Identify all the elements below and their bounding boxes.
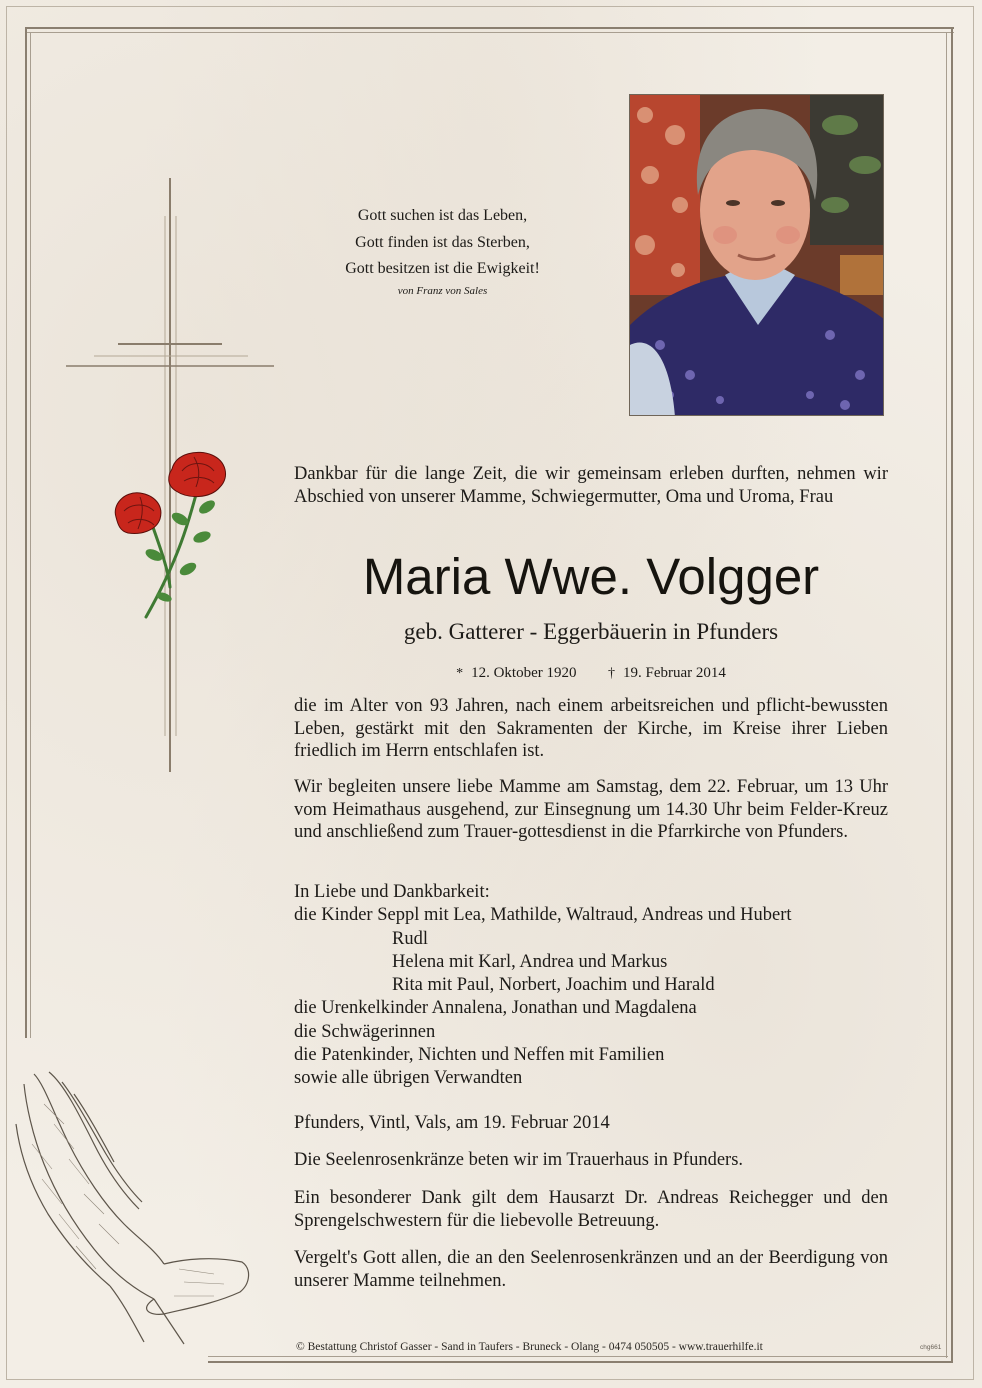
frame-line-bottom-inner [208,1356,948,1357]
mourners-other: die Urenkelkinder Annalena, Jonathan und Magdalena [294,998,697,1019]
frame-line-top-inner [25,32,954,33]
frame-line-right-inner [946,32,947,1358]
mourners-other: sowie alle übrigen Verwandten [294,1068,523,1089]
frame-line-left-inner [30,32,31,1038]
bible-quote [300,203,585,299]
life-dates [294,663,888,684]
paragraph-funeral: Wir begleiten unsere liebe Mamme am Samstag, dem 22. Februar, um 13 Uhr vom Heimathaus ausgehend, zur Einsegnung um 14.30 Uhr beim Felder-Kreuz und anschließend zum Trauer-gottesdienst in die Pfarrkirche von Pfunders. [294,777,888,842]
frame-line-left [25,27,27,1038]
mourners-list [294,881,888,1091]
place-date: Pfunders, Vintl, Vals, am 19. Februar 2014 [294,1113,610,1133]
mourners-child: Rudl [392,928,428,949]
portrait-photo [629,94,884,416]
mourners-other: die Schwägerinnen [294,1021,436,1042]
mourners-other: die Patenkinder, Nichten und Neffen mit Familien [294,1045,665,1066]
mourners-child: Rita mit Paul, Norbert, Joachim und Harald [392,975,715,996]
roses-icon [110,447,235,622]
birth-date: 12. Oktober 1920 [471,665,577,681]
death-symbol: † [608,666,615,681]
footer-code: chg661 [920,1344,942,1351]
mourners-heading: In Liebe und Dankbarkeit: [294,882,490,902]
death-date: 19. Februar 2014 [623,665,726,681]
praying-hands-icon [14,1064,254,1346]
quote-author: von Franz von Sales [397,284,488,297]
frame-line-top [25,27,954,29]
rosary-note: Die Seelenrosenkränze beten wir im Trauerhaus in Pfunders. [294,1150,744,1170]
frame-line-right [951,27,953,1363]
deceased-subtitle: geb. Gatterer - Eggerbäuerin in Pfunders [403,619,779,644]
thanks-note: Ein besonderer Dank gilt dem Hausarzt Dr. Andreas Reichegger und den Sprengelschwestern für die liebevolle Betreuung. [294,1188,888,1231]
mourners-child: Helena mit Karl, Andrea und Markus [392,951,668,972]
quote-line: Gott finden ist das Sterben, [355,233,530,251]
deceased-name: Maria Wwe. Volgger [362,548,820,605]
closing-note: Vergelt's Gott allen, die an den Seelenrosenkränzen und an der Beerdigung von unserer Mamme teilnehmen. [294,1248,888,1291]
mourners-children: die Kinder Seppl mit Lea, Mathilde, Waltraud, Andreas und Hubert [294,905,792,926]
quote-line: Gott besitzen ist die Ewigkeit! [345,260,540,277]
birth-symbol: * [456,666,464,681]
quote-line: Gott suchen ist das Leben, [357,207,528,224]
intro-text: Dankbar für die lange Zeit, die wir gemeinsam erleben durften, nehmen wir Abschied von unserer Mamme, Schwiegermutter, Oma und Uroma, Frau [294,464,888,507]
footer-credits: © Bestattung Christof Gasser - Sand in Taufers - Bruneck - Olang - 0474 050505 - www.trauerhilfe.it [296,1341,763,1353]
frame-line-bottom [208,1361,953,1363]
paragraph-passing: die im Alter von 93 Jahren, nach einem arbeitsreichen und pflicht-bewussten Leben, gestärkt mit den Sakramenten der Kirche, im Kreise ihrer Lieben friedlich im Herrn entschlafen ist. [294,696,888,761]
